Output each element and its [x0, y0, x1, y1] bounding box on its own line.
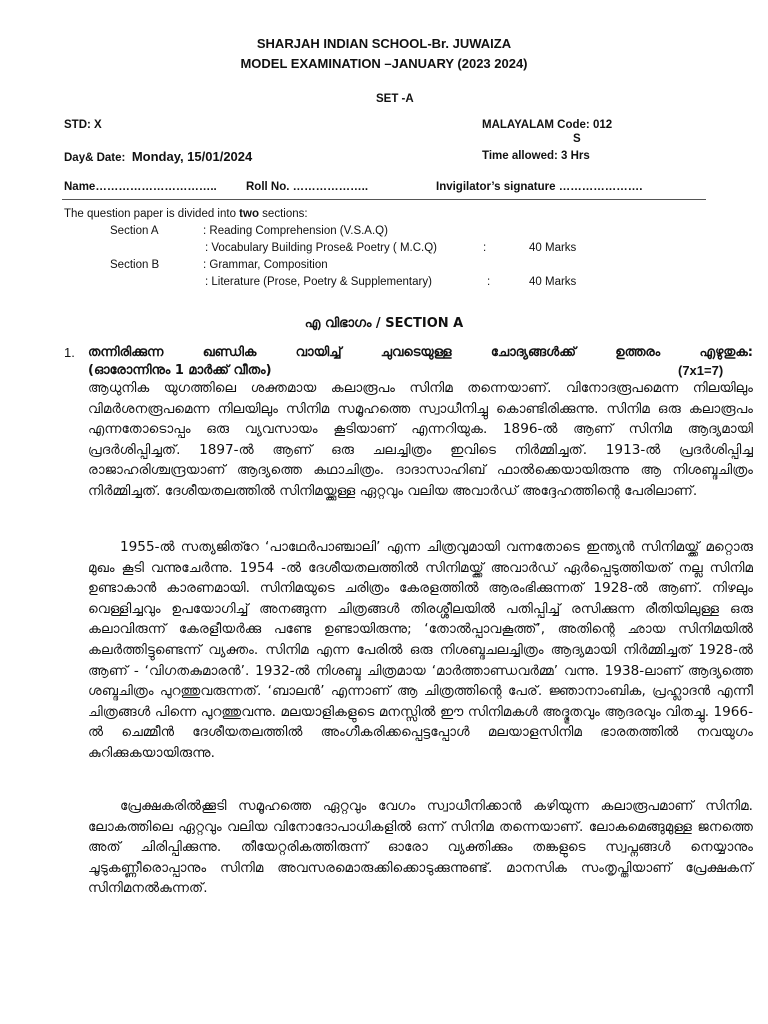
- section-a-title: എ വിഭാഗം / SECTION A: [304, 316, 464, 331]
- time-allowed: Time allowed: 3 Hrs: [482, 150, 590, 162]
- divider: [62, 199, 706, 200]
- section-b-marks: 40 Marks: [529, 276, 577, 288]
- day-date-label: Day& Date:: [64, 152, 126, 164]
- school-name: SHARJAH INDIAN SCHOOL-Br. JUWAIZA: [256, 36, 512, 51]
- passage-text-3: പ്രേക്ഷകരിൽക്കൂടി സമൂഹത്തെ ഏറ്റവും വേഗം സ്വാധീനിക്കാൻ കഴിയുന്ന കലാരൂപമാണ് സിനിമ. ലോകത്തിലെ ഏറ്റവും വലിയ വിനോദോപാധികളിൽ ഒന്ന് സിനിമ തന്നെയാണ്. ലോകമെങ്ങുമുള്ള ജനത്തെ അത് ചിരിപ്പിക്കുന്നു. തീയേറ്റരികത്തിരുന്ന് ഓരോ വ്യക്തിക്കും തങ്കളുടെ സ്വപ്നങ്ങൾ നെയ്യാനും ചൂടുകണ്ണീരൊപ്പാനും സിനിമ അവസരമൊരുക്കിക്കൊടുക്കുന്നുണ്ട്. മാനസിക സംതൃപ്തിയാണ് പ്രേക്ഷകന് സിനിമനൽകുന്നത്.: [88, 798, 753, 897]
- question-marks-note: (ഓരോന്നിനും 1 മാർക്ക് വീതം): [88, 363, 272, 378]
- day-date: [64, 148, 252, 166]
- name-field: Name…………………………..: [64, 181, 217, 193]
- section-a-colon: :: [483, 242, 487, 254]
- invigilator-field: Invigilator’s signature ………………….: [436, 181, 643, 193]
- section-b-line2: : Literature (Prose, Poetry & Supplementary): [205, 276, 432, 288]
- section-b-label: Section B: [110, 259, 160, 271]
- section-a-line1: : Reading Comprehension (V.S.A.Q): [203, 225, 388, 237]
- day-date-value: Monday, 15/01/2024: [131, 149, 253, 164]
- s-mark: S: [573, 133, 581, 145]
- question-number: 1.: [64, 345, 75, 360]
- sections-intro: [64, 208, 308, 220]
- passage-paragraph-2: [88, 537, 753, 764]
- exam-title: MODEL EXAMINATION –JANUARY (2023 2024): [240, 56, 528, 71]
- intro-text-end: sections:: [258, 208, 308, 220]
- section-a-line2: : Vocabulary Building Prose& Poetry ( M.C.Q): [205, 242, 438, 254]
- set-label: SET -A: [376, 93, 414, 105]
- question-text: തന്നിരിക്കുന്ന ഖണ്ഡിക വായിച്ച് ചുവടെയുള്ള ചോദ്യങ്ങൾക്ക് ഉത്തരം എഴുതുക:: [88, 345, 753, 360]
- std-label: STD: X: [64, 119, 102, 131]
- intro-text: The question paper is divided into: [64, 208, 240, 220]
- roll-field: Roll No. ………………..: [246, 181, 369, 193]
- intro-bold: two: [239, 208, 259, 220]
- section-a-label: Section A: [110, 225, 159, 237]
- passage-paragraph-1: [88, 378, 753, 502]
- question-marks: (7x1=7): [678, 363, 724, 378]
- passage-paragraph-3: [88, 796, 753, 899]
- passage-text-2: 1955-ൽ സത്യജിത്റേ ‘പാഥേർപാഞ്ചാലി’ എന്ന ചിത്രവുമായി വന്നതോടെ ഇന്ത്യൻ സിനിമയ്ക്ക് മറ്റൊരു മുഖം കൂടി വന്നുചേർന്നു. 1954 -ൽ ദേശീയതലത്തിൽ സിനിമയ്ക്ക് അവാർഡ് ഏർപ്പെടുത്തിയത് നല്ല സിനിമ ഉണ്ടാകാൻ കാരണമായി. സിനിമയുടെ ചരിത്രം കേരളത്തിൽ ആരംഭിക്കുന്നത് 1928-ൽ ആണ്. നിഴലും വെള്ളിച്ചവും ഉപയോഗിച്ച് അനങ്ങുന്ന ചിത്രങ്ങൾ തിരശ്ശീലയിൽ പതിപ്പിച്ച് രസിക്കുന്ന രീതിയിലുള്ള ഒരു കലാവിരുന്ന് കേരളീയർക്കു പണ്ടേ ഉണ്ടായിരുന്നു; ‘തോൽപ്പാവകൂത്ത്’, അതിന്റെ ഛായ സിനിമയിൽ കലർത്തിട്ടുണ്ടെന്ന് വ്യക്തം. സിനിമ എന്ന പേരിൽ ഒരു നിശബ്ദചലച്ചിത്രം ആദ്യമായി നിർമ്മിച്ചത് 1928-ൽ ആണ് - ‘വിഗതകുമാരൻ’. 1932-ൽ നിശബ്ദ ചിത്രമായ ‘മാർത്താണ്ഡവർമ്മ’ വന്നു. 1938-ലാണ് ആദ്യത്തെ ശബ്ദചിത്രം പുറത്തുവരുന്നത്. ‘ബാലൻ’ എന്നാണ് ആ ചിത്രത്തിന്റെ പേര്. ജ്ഞാനാംബിക, പ്രഹ്ലാദൻ എന്നീ ചിത്രങ്ങൾ പിന്നെ പുറത്തുവന്നു. മലയാളികളുടെ മനസ്സിൽ ഈ സിനിമകൾ അദ്ഭുതവും ആദരവും വിതച്ചു. 1966-ൽ ചെമ്മീൻ ദേശീയതലത്തിൽ അംഗീകരിക്കപ്പെട്ടപ്പോൾ മലയാളസിനിമ ഭാരതത്തിൽ നവയുഗം കുറിക്കുകയായിരുന്നു.: [88, 539, 753, 761]
- section-a-marks: 40 Marks: [529, 242, 577, 254]
- section-b-line1: : Grammar, Composition: [203, 259, 328, 271]
- subject-code: MALAYALAM Code: 012: [482, 119, 613, 131]
- passage-text-1: ആധുനിക യുഗത്തിലെ ശക്തമായ കലാരൂപം സിനിമ തന്നെയാണ്. വിനോദരൂപമെന്ന നിലയിലും വിമർശനരൂപമെന്ന നിലയിലും സിനിമ സമൂഹത്തെ സ്വാധീനിച്ചു കൊണ്ടിരിക്കുന്നു. സിനിമ ഒരു കലാരൂപം എന്നതോടൊപ്പം ഒരു വ്യവസായം കൂടിയാണ് എന്നറിയുക. 1896-ൽ ആണ് സിനിമ ആദ്യമായി പ്രദർശിപ്പിച്ചത്. 1897-ൽ ആണ് ഒരു ചലച്ചിത്രം ഇവിടെ നിർമ്മിച്ചത്. 1913-ൽ പ്രദർശിപ്പിച്ച രാജാഹരിശ്ചന്ദ്രയാണ് ആദ്യത്തെ കഥാചിത്രം. ദാദാസാഹിബ് ഫാൽക്കെയായിരുന്നു ആ നിശബ്ദചിത്രം നിർമ്മിച്ചത്. ദേശീയതലത്തിൽ സിനിമയ്ക്കുള്ള ഏറ്റവും വലിയ അവാർഡ് അദ്ദേഹത്തിന്റെ പേരിലാണ്.: [88, 380, 753, 499]
- section-b-colon: :: [487, 276, 491, 288]
